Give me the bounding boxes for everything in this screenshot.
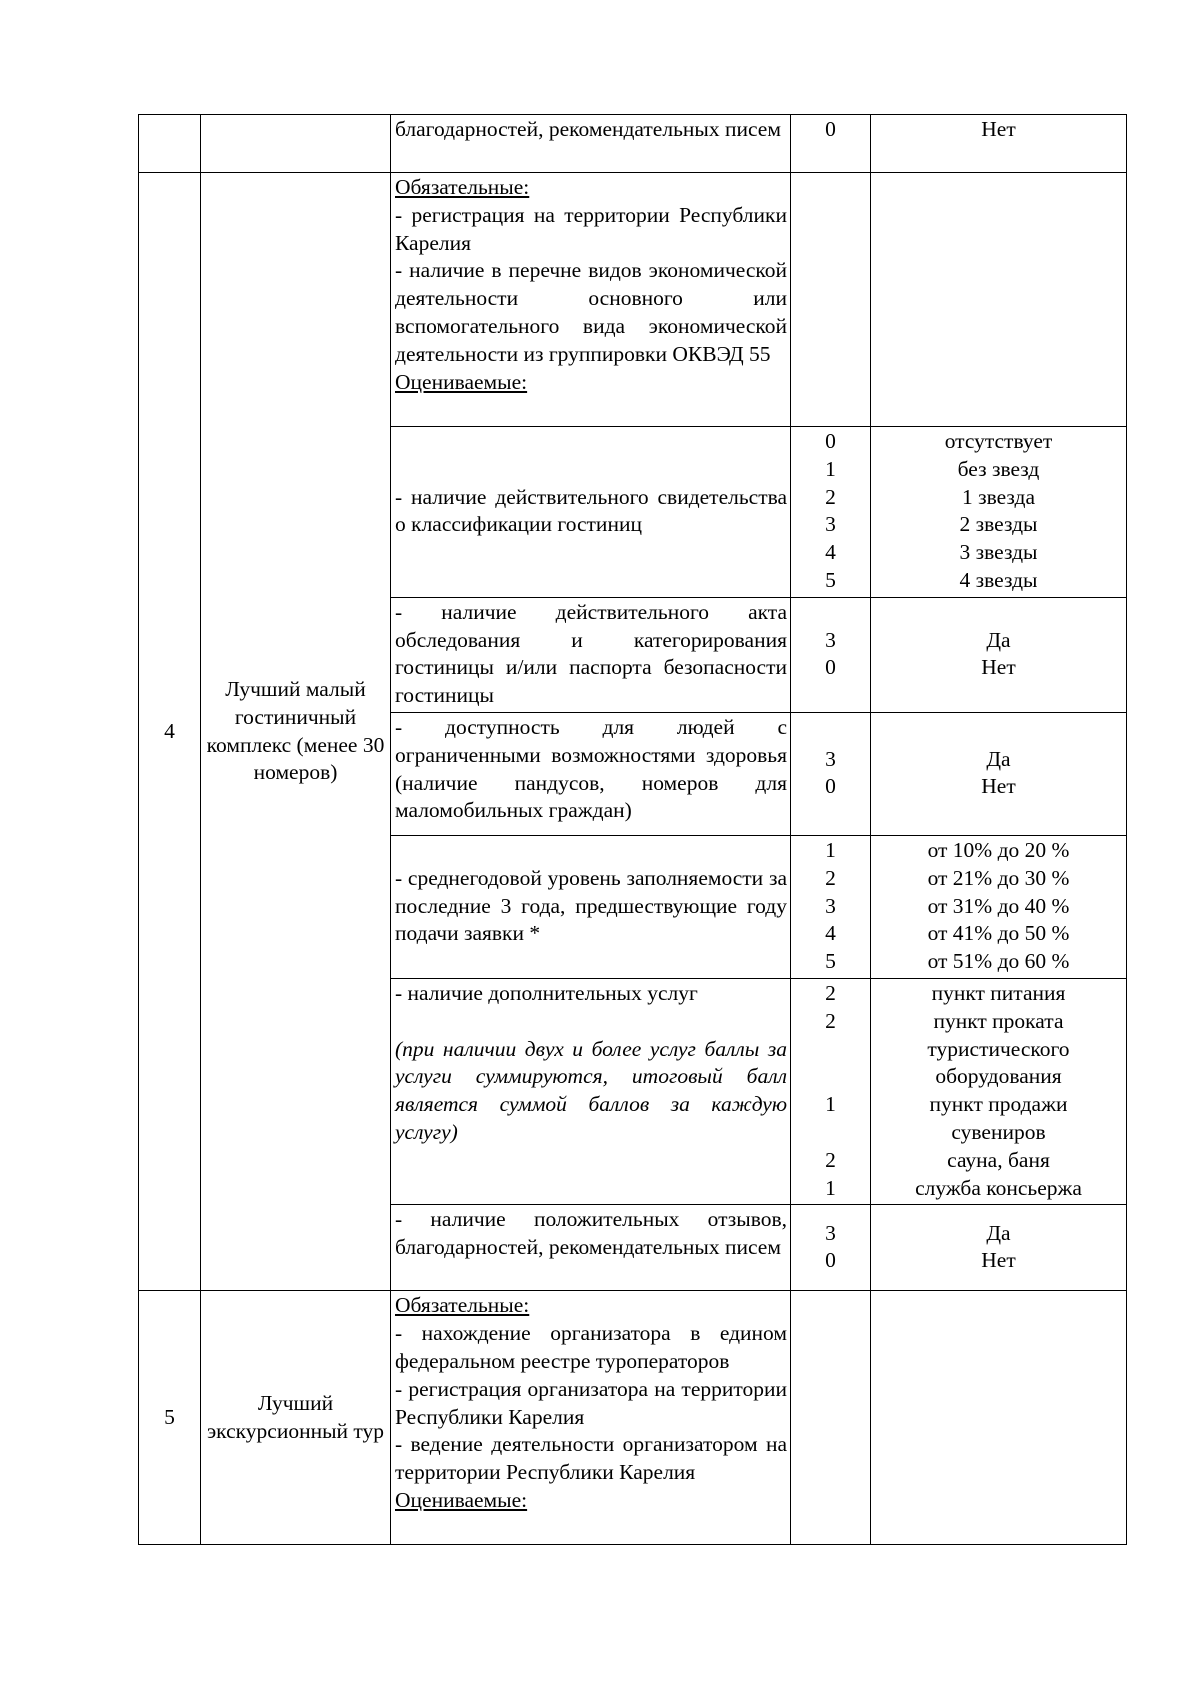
score-cell (791, 173, 871, 427)
criterion-text: - среднегодовой уровень заполняемости за последние 3 года, предшествующие году подачи заявки * (395, 865, 787, 946)
criterion-text: благодарностей, рекомендательных писем (395, 117, 781, 141)
option-value: от 21% до 30 % (927, 865, 1070, 890)
value-cell (871, 173, 1127, 427)
value-cell (871, 835, 1127, 978)
criterion-cell (391, 835, 791, 978)
score-value: 0 (825, 1248, 836, 1273)
option-value: сауна, баня (947, 1147, 1050, 1172)
mandatory-heading: Обязательные: (395, 1293, 530, 1318)
criterion-cell (391, 173, 791, 427)
option-value: 2 звезды (959, 512, 1038, 537)
table-row (139, 1291, 1127, 1545)
option-value: отсутствует (944, 429, 1053, 453)
score-value: 0 (825, 429, 836, 453)
score-value: 2 (825, 1147, 836, 1172)
option-value: Нет (981, 117, 1016, 141)
table-row (139, 173, 1127, 427)
option-value: пункт питания (931, 980, 1066, 1005)
criterion-cell (391, 978, 791, 1204)
option-value: Да (986, 746, 1011, 771)
nomination-title: Лучший экскурсионный тур (201, 1291, 391, 1545)
criterion-note: (при наличии двух и более услуг баллы за услуги суммируются, итоговый балл является суммой баллов за каждую услугу) (395, 1036, 787, 1144)
criteria-table (138, 114, 1127, 1545)
value-cell (871, 427, 1127, 598)
option-value: пункт продажи сувениров (929, 1092, 1068, 1144)
option-value: без звезд (957, 456, 1040, 481)
nomination-cell (201, 115, 391, 173)
criterion-cell (391, 427, 791, 598)
criterion-cell (391, 1205, 791, 1291)
option-value: от 31% до 40 % (927, 893, 1070, 918)
score-value: 4 (825, 540, 836, 565)
option-value: 1 звезда (961, 484, 1036, 509)
score-value: 3 (825, 893, 836, 918)
score-cell (791, 427, 871, 598)
option-value: Нет (981, 655, 1016, 680)
option-value: Нет (981, 1248, 1016, 1273)
value-cell (871, 1205, 1127, 1291)
option-value: Нет (981, 774, 1016, 799)
option-value: от 10% до 20 % (927, 837, 1070, 862)
criterion-text: - наличие положительных отзывов, благодарностей, рекомендательных писем (395, 1207, 787, 1260)
score-value: 5 (825, 949, 836, 974)
value-cell (871, 712, 1127, 835)
criterion-cell (391, 115, 791, 173)
score-cell (791, 1205, 871, 1291)
score-value: 1 (825, 1092, 836, 1117)
score-value: 3 (825, 627, 836, 652)
row-number (139, 115, 201, 173)
criterion-cell (391, 597, 791, 712)
score-cell (791, 597, 871, 712)
mandatory-item: - регистрация организатора на территории Республики Карелия (395, 1376, 787, 1429)
score-value: 1 (825, 1175, 836, 1200)
criterion-text: - наличие действительного свидетельства о классификации гостиниц (395, 484, 787, 537)
score-value: 0 (825, 774, 836, 799)
evaluated-heading: Оцениваемые: (395, 369, 528, 394)
mandatory-item: - ведение деятельности организатором на территории Республики Карелия (395, 1432, 787, 1485)
criterion-cell (391, 1291, 791, 1545)
score-value: 1 (825, 456, 836, 481)
score-cell (791, 712, 871, 835)
option-value: от 41% до 50 % (927, 921, 1070, 946)
score-value: 2 (825, 484, 836, 509)
option-value: служба консьержа (915, 1175, 1082, 1200)
score-value: 2 (825, 1008, 836, 1033)
value-cell (871, 115, 1127, 173)
score-cell (791, 835, 871, 978)
score-cell (791, 1291, 871, 1545)
score-value: 5 (825, 567, 836, 592)
mandatory-item: - нахождение организатора в едином федеральном реестре туроператоров (395, 1321, 787, 1373)
value-cell (871, 597, 1127, 712)
option-value: пункт проката туристического оборудования (927, 1008, 1070, 1089)
criterion-text: - доступность для людей с ограниченными возможностями здоровья (наличие пандусов, номеров для маломобильных граждан) (395, 714, 787, 823)
score-value: 3 (825, 512, 836, 537)
value-cell (871, 978, 1127, 1204)
score-value: 2 (825, 980, 836, 1005)
score-cell (791, 978, 871, 1204)
score-value: 2 (825, 865, 836, 890)
nomination-title: Лучший малый гостиничный комплекс (менее 30 номеров) (201, 173, 391, 1291)
option-value: Да (986, 1220, 1011, 1245)
option-value: Да (986, 627, 1011, 652)
score-value: 3 (825, 746, 836, 771)
criterion-text: - наличие дополнительных услуг (395, 980, 698, 1005)
table-row (139, 115, 1127, 173)
score-value: 4 (825, 921, 836, 946)
row-number: 4 (139, 173, 201, 1291)
evaluated-heading: Оцениваемые: (395, 1487, 528, 1512)
score-cell (791, 115, 871, 173)
score-value: 1 (825, 837, 836, 862)
option-value: 3 звезды (959, 540, 1038, 565)
score-value: 0 (825, 117, 836, 141)
mandatory-item: - регистрация на территории Республики Карелия (395, 202, 787, 255)
value-cell (871, 1291, 1127, 1545)
mandatory-item: - наличие в перечне видов экономической деятельности основного или вспомогательного вида экономической деятельности из группировки ОКВЭД 55 (395, 258, 787, 366)
score-value: 0 (825, 655, 836, 680)
criterion-text: - наличие действительного акта обследования и категорирования гостиницы и/или паспорта безопасности гостиницы (395, 599, 787, 708)
option-value: 4 звезды (959, 567, 1038, 592)
score-value: 3 (825, 1220, 836, 1245)
mandatory-heading: Обязательные: (395, 175, 530, 199)
row-number: 5 (139, 1291, 201, 1545)
option-value: от 51% до 60 % (927, 949, 1070, 974)
criterion-cell (391, 712, 791, 835)
